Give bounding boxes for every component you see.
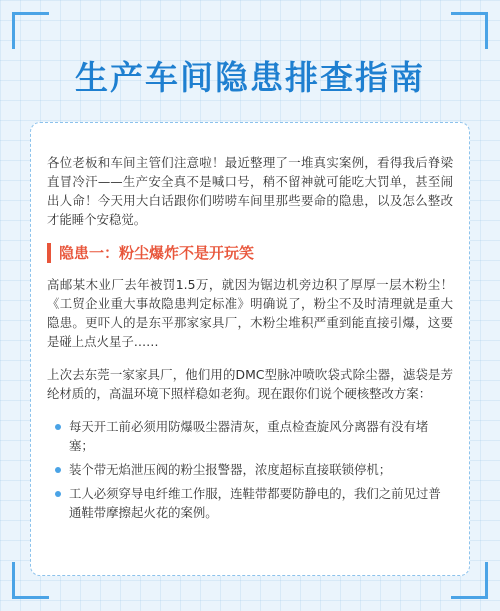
corner-bracket-top-left bbox=[12, 12, 49, 49]
bullet-dot-icon bbox=[55, 491, 61, 497]
list-item bbox=[47, 417, 453, 455]
list-item-text: 工人必须穿导电纤维工作服，连鞋带都要防静电的，我们之前见过普通鞋带摩擦起火花的案例。 bbox=[69, 486, 441, 520]
case-paragraph: 高邮某木业厂去年被罚1.5万，就因为锯边机旁边积了厚厚一层木粉尘！《工贸企业重大事故隐患判定标准》明确说了，粉尘不及时清理就是重大隐患。更吓人的是东平那家家具厂，木粉尘堆积严重到能直接引爆，这要是碰上点火星子…… bbox=[47, 277, 453, 349]
solution-intro-paragraph: 上次去东莞一家家具厂，他们用的DMC型脉冲喷吹袋式除尘器，滤袋是芳纶材质的，高温环境下照样稳如老狗。现在跟你们说个硬核整改方案： bbox=[47, 367, 453, 401]
list-item-text: 每天开工前必须用防爆吸尘器清灰，重点检查旋风分离器有没有堵塞； bbox=[69, 419, 429, 453]
list-item-text: 装个带无焰泄压阀的粉尘报警器，浓度超标直接联锁停机； bbox=[69, 462, 392, 477]
list-item bbox=[47, 484, 453, 522]
measures-list bbox=[47, 417, 453, 522]
bullet-dot-icon bbox=[55, 467, 61, 473]
content-card bbox=[30, 122, 470, 576]
intro-paragraph: 各位老板和车间主管们注意啦！最近整理了一堆真实案例，看得我后脊梁直冒冷汗——生产安全真不是喊口号，稍不留神就可能吃大罚单，甚至闹出人命！今天用大白话跟你们唠唠车间里那些要命的隐患，以及怎么整改才能睡个安稳觉。 bbox=[47, 155, 453, 227]
list-item bbox=[47, 460, 453, 479]
corner-bracket-top-right bbox=[451, 12, 488, 49]
bullet-dot-icon bbox=[55, 424, 61, 430]
page-title: 生产车间隐患排查指南 bbox=[75, 58, 425, 97]
section-heading: 隐患一：粉尘爆炸不是开玩笑 bbox=[47, 243, 453, 263]
